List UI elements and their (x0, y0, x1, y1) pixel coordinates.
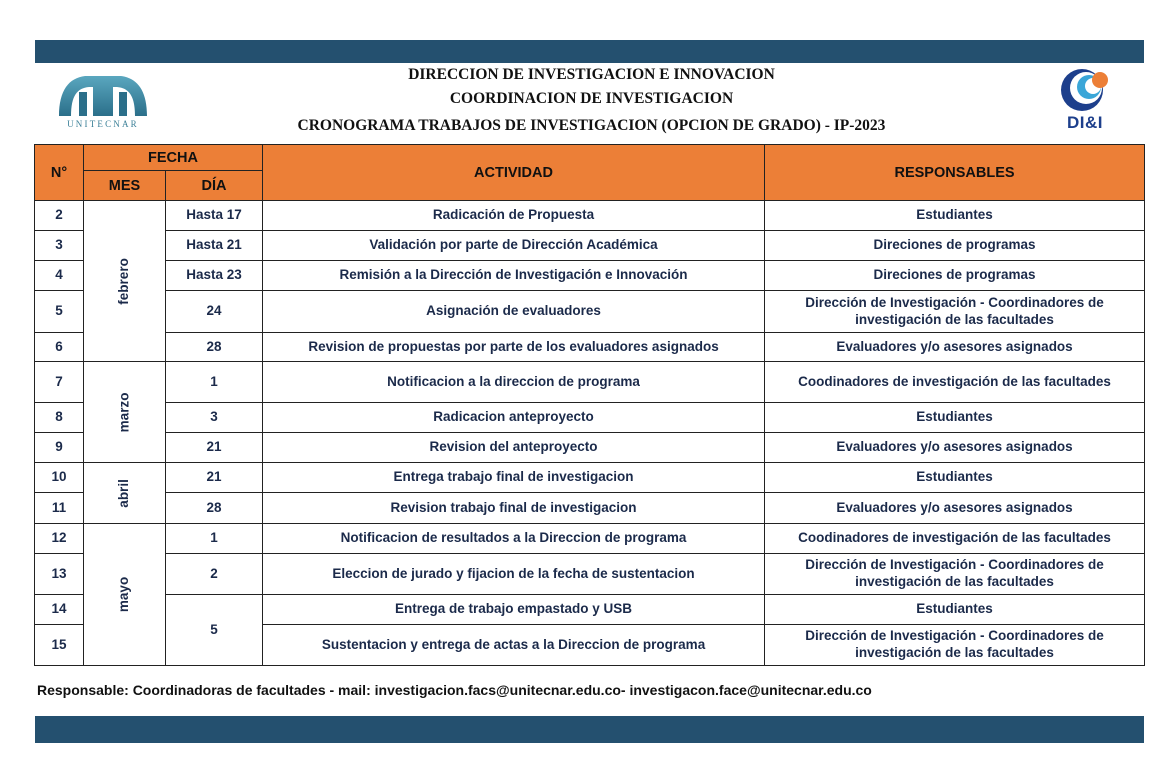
row-number: 11 (35, 493, 84, 524)
activity-cell: Notificacion a la direccion de programa (263, 362, 765, 403)
responsible-cell: Evaluadores y/o asesores asignados (765, 493, 1145, 524)
day-cell: 28 (166, 333, 263, 362)
schedule-table (34, 144, 1145, 666)
activity-cell: Validación por parte de Dirección Académica (263, 231, 765, 261)
responsible-cell: Estudiantes (765, 595, 1145, 625)
activity-cell: Revision del anteproyecto (263, 433, 765, 463)
activity-cell: Sustentacion y entrega de actas a la Direccion de programa (263, 625, 765, 666)
top-band (35, 40, 1144, 63)
dii-logo (1050, 66, 1120, 136)
row-number: 14 (35, 595, 84, 625)
month-label: mayo (116, 576, 132, 613)
header-num: N° (35, 145, 84, 201)
header-mes: MES (84, 171, 166, 201)
activity-cell: Radicación de Propuesta (263, 201, 765, 231)
table-row (35, 463, 1145, 493)
day-cell: 5 (166, 595, 263, 666)
row-number: 3 (35, 231, 84, 261)
month-label: marzo (116, 392, 132, 432)
day-cell: 24 (166, 291, 263, 333)
row-number: 9 (35, 433, 84, 463)
table-row (35, 201, 1145, 231)
month-cell-mayo (84, 524, 166, 666)
table-row (35, 595, 1145, 625)
responsible-cell: Estudiantes (765, 403, 1145, 433)
activity-cell: Revision trabajo final de investigacion (263, 493, 765, 524)
responsible-cell: Direciones de programas (765, 231, 1145, 261)
row-number: 2 (35, 201, 84, 231)
table-row (35, 524, 1145, 554)
activity-cell: Notificacion de resultados a la Direccion de programa (263, 524, 765, 554)
activity-cell: Remisión a la Dirección de Investigación e Innovación (263, 261, 765, 291)
row-number: 13 (35, 554, 84, 595)
table-row (35, 433, 1145, 463)
month-cell-marzo (84, 362, 166, 463)
day-cell: Hasta 17 (166, 201, 263, 231)
responsible-cell: Estudiantes (765, 201, 1145, 231)
month-label: febrero (116, 257, 132, 305)
row-number: 7 (35, 362, 84, 403)
table-row (35, 493, 1145, 524)
day-cell: Hasta 21 (166, 231, 263, 261)
activity-cell: Eleccion de jurado y fijacion de la fecha de sustentacion (263, 554, 765, 595)
row-number: 6 (35, 333, 84, 362)
responsible-cell: Coodinadores de investigación de las facultades (765, 362, 1145, 403)
dii-logo-icon (1050, 66, 1120, 114)
header-responsables: RESPONSABLES (765, 145, 1145, 201)
activity-cell: Entrega de trabajo empastado y USB (263, 595, 765, 625)
row-number: 10 (35, 463, 84, 493)
table-row (35, 554, 1145, 595)
table-row (35, 231, 1145, 261)
row-number: 12 (35, 524, 84, 554)
month-cell-abril (84, 463, 166, 524)
row-number: 4 (35, 261, 84, 291)
header-title-3: CRONOGRAMA TRABAJOS DE INVESTIGACION (OPCION DE GRADO) - IP-2023 (297, 117, 886, 134)
row-number: 15 (35, 625, 84, 666)
dii-logo-text: DI&I (1067, 113, 1103, 132)
header-fecha: FECHA (84, 145, 263, 171)
table-row (35, 403, 1145, 433)
activity-cell: Entrega trabajo final de investigacion (263, 463, 765, 493)
footer-responsable-note: Responsable: Coordinadoras de facultades - mail: investigacion.facs@unitecnar.edu.co- investigacon.face@unitecnar.edu.co (37, 682, 872, 698)
day-cell: Hasta 23 (166, 261, 263, 291)
month-cell-febrero (84, 201, 166, 362)
responsible-cell: Evaluadores y/o asesores asignados (765, 333, 1145, 362)
responsible-cell: Evaluadores y/o asesores asignados (765, 433, 1145, 463)
responsible-cell: Coodinadores de investigación de las facultades (765, 524, 1145, 554)
day-cell: 1 (166, 524, 263, 554)
day-cell: 28 (166, 493, 263, 524)
responsible-cell: Dirección de Investigación - Coordinadores de investigación de las facultades (765, 625, 1145, 666)
activity-cell: Asignación de evaluadores (263, 291, 765, 333)
row-number: 5 (35, 291, 84, 333)
table-row (35, 291, 1145, 333)
header-title-1: DIRECCION DE INVESTIGACION E INNOVACION (408, 66, 775, 83)
row-number: 8 (35, 403, 84, 433)
day-cell: 1 (166, 362, 263, 403)
activity-cell: Revision de propuestas por parte de los evaluadores asignados (263, 333, 765, 362)
unitecnar-logo-text: UNITECNAR (67, 119, 139, 129)
month-label: abril (116, 478, 132, 508)
day-cell: 2 (166, 554, 263, 595)
header-actividad: ACTIVIDAD (263, 145, 765, 201)
day-cell: 21 (166, 463, 263, 493)
table-row (35, 362, 1145, 403)
table-row (35, 261, 1145, 291)
responsible-cell: Dirección de Investigación - Coordinadores de investigación de las facultades (765, 554, 1145, 595)
responsible-cell: Estudiantes (765, 463, 1145, 493)
header-dia: DÍA (166, 171, 263, 201)
day-cell: 3 (166, 403, 263, 433)
responsible-cell: Dirección de Investigación - Coordinadores de investigación de las facultades (765, 291, 1145, 333)
day-cell: 21 (166, 433, 263, 463)
activity-cell: Radicacion anteproyecto (263, 403, 765, 433)
bottom-band (35, 716, 1144, 743)
table-row (35, 333, 1145, 362)
responsible-cell: Direciones de programas (765, 261, 1145, 291)
header-title-2: COORDINACION DE INVESTIGACION (449, 90, 734, 107)
